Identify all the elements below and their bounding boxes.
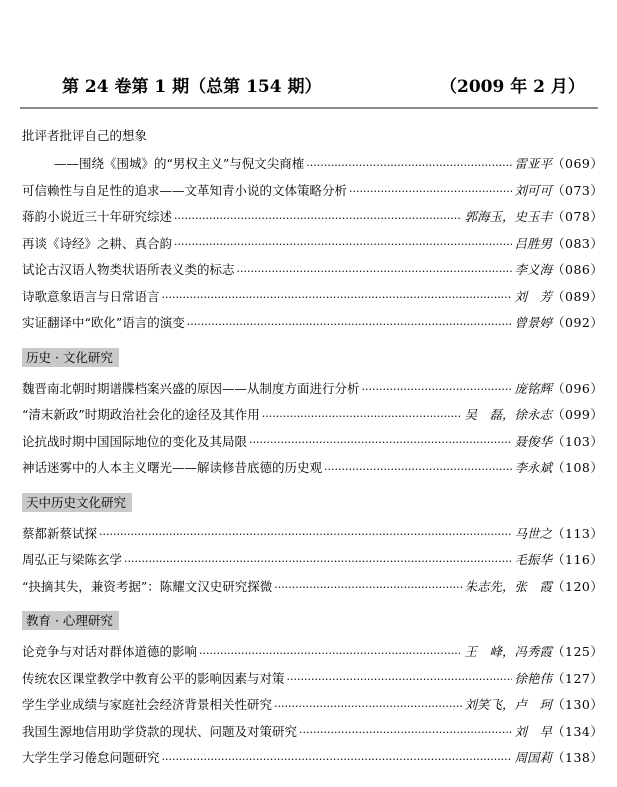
toc-entry-author: 刘 芳 [514, 288, 552, 304]
section-heading-row [22, 593, 600, 632]
toc-entry-title: 学生学业成绩与家庭社会经济背景相关性研究 [22, 697, 273, 712]
toc-entry-title: 大学生学习倦怠问题研究 [22, 750, 160, 765]
section-heading: 教育 · 心理研究 [22, 611, 119, 630]
toc-entry-title: 魏晋南北朝时期谱牒档案兴盛的原因——从制度方面进行分析 [22, 380, 360, 396]
toc-entry-page: （ 099 ） [552, 409, 600, 422]
toc-entry-title: 实证翻译中“欧化”语言的演变 [22, 315, 185, 330]
toc-entry-author: 雷亚平 [514, 156, 552, 171]
toc-entry-author: 朱志先，张 霞 [464, 578, 552, 594]
toc-entry[interactable] [22, 659, 600, 686]
toc-entry-author: 庞铭辉 [514, 380, 552, 396]
toc-entry-title: 论竞争与对话对群体道德的影响 [22, 644, 198, 659]
toc-entry-title: 蒋韵小说近三十年研究综述 [22, 209, 173, 224]
toc-section [22, 593, 600, 765]
table-of-contents [22, 124, 600, 765]
dot-leader [187, 319, 513, 330]
dot-leader [249, 437, 512, 448]
toc-entry-author: 徐艳伟 [514, 670, 552, 686]
toc-entry-author: 刘 早 [514, 723, 552, 739]
dot-leader [362, 384, 513, 395]
toc-entry[interactable] [22, 303, 600, 330]
section-heading-row [22, 475, 600, 514]
toc-entry-page: （ 103 ） [552, 436, 600, 449]
toc-entry-page: （ 083 ） [552, 238, 600, 251]
toc-entry[interactable] [22, 448, 600, 475]
dot-leader [262, 411, 463, 422]
dot-leader [274, 701, 462, 712]
toc-entry-page: （ 096 ） [552, 383, 600, 396]
dot-leader [199, 648, 462, 659]
toc-entry-author: 马世之 [514, 525, 552, 541]
toc-entry[interactable] [22, 738, 600, 765]
toc-entry-author: 毛振华 [514, 552, 552, 567]
toc-entry[interactable] [22, 632, 600, 659]
toc-entry[interactable] [22, 395, 600, 422]
dot-leader [274, 582, 462, 593]
toc-section [22, 124, 600, 330]
toc-entry-title: 再谈《诗经》之耕、真合韵 [22, 235, 173, 251]
toc-entry-title[interactable]: 批评者批评自己的想象 [22, 128, 148, 143]
dot-leader [287, 674, 513, 685]
page-header [0, 72, 617, 100]
toc-entry[interactable] [22, 712, 600, 739]
toc-entry[interactable] [22, 514, 600, 541]
toc-entry-author: 曾景婷 [514, 315, 552, 330]
issue-title: 第 24 卷第 1 期（总第 154 期） [62, 77, 322, 97]
toc-entry-title: 诗歌意象语言与日常语言 [22, 288, 160, 304]
dot-leader [162, 292, 513, 303]
toc-entry-title: 试论古汉语人物类状语所表义类的标志 [22, 262, 235, 277]
toc-entry-page: （ 073 ） [552, 185, 600, 198]
toc-entry-page: （ 086 ） [552, 264, 600, 277]
dot-leader [174, 213, 462, 224]
toc-entry[interactable] [22, 197, 600, 224]
dot-leader [306, 160, 512, 171]
toc-entry-title: 我国生源地信用助学贷款的现状、问题及对策研究 [22, 723, 298, 739]
toc-entry-page: （ 116 ） [552, 554, 600, 567]
toc-entry-page: （ 138 ） [552, 752, 600, 765]
dot-leader [237, 266, 513, 277]
toc-entry[interactable] [22, 540, 600, 567]
toc-entry[interactable] [22, 567, 600, 594]
toc-entry-author: 刘可可 [514, 182, 552, 198]
toc-entry-author: 王 峰，冯秀霞 [464, 644, 552, 659]
toc-entry-page: （ 092 ） [552, 317, 600, 330]
toc-entry-author: 吴 磊，徐永志 [464, 407, 552, 422]
toc-entry-page: （ 108 ） [552, 462, 600, 475]
section-heading: 天中历史文化研究 [22, 493, 132, 512]
toc-entry-title: 蔡都新蔡试探 [22, 525, 98, 541]
toc-entry-author: 李永斌 [514, 460, 552, 475]
toc-entry-author: 聂俊华 [514, 433, 552, 449]
toc-entry-author: 李义海 [514, 262, 552, 277]
dot-leader [299, 727, 512, 738]
dot-leader [324, 464, 512, 475]
dot-leader [174, 239, 512, 250]
issue-date: （2009 年 2 月） [440, 77, 585, 97]
toc-entry[interactable] [22, 277, 600, 304]
toc-section [22, 330, 600, 475]
toc-entry[interactable] [22, 171, 600, 198]
dot-leader [349, 186, 512, 197]
dot-leader [124, 556, 512, 567]
toc-entry[interactable] [22, 144, 600, 171]
toc-entry-page: （ 113 ） [552, 528, 600, 541]
toc-entry[interactable] [22, 224, 600, 251]
toc-entry[interactable] [22, 685, 600, 712]
toc-entry-page: （ 089 ） [552, 291, 600, 304]
toc-entry-page: （ 127 ） [552, 673, 600, 686]
toc-entry-author: 吕胜男 [514, 235, 552, 251]
toc-entry-title: “抉摘其失，兼资考据”：陈耀文汉史研究探微 [22, 578, 273, 594]
toc-entry-author: 刘笑飞，卢 珂 [464, 697, 552, 712]
toc-entry[interactable] [22, 369, 600, 396]
toc-entry-page: （ 069 ） [552, 158, 600, 171]
toc-entry-title: ——围绕《围城》的“男权主义”与倪文尖商榷 [54, 156, 305, 171]
section-heading: 历史 · 文化研究 [22, 348, 119, 367]
toc-entry[interactable] [22, 250, 600, 277]
toc-entry-title: 论抗战时期中国国际地位的变化及其局限 [22, 433, 248, 449]
toc-entry-page: （ 078 ） [552, 211, 600, 224]
toc-entry-title: 神话迷雾中的人本主义曙光——解读修昔底德的历史观 [22, 460, 323, 475]
section-heading-row [22, 330, 600, 369]
toc-entry-title: 传统农区课堂教学中教育公平的影响因素与对策 [22, 670, 285, 686]
toc-entry[interactable] [22, 422, 600, 449]
toc-entry-author: 周国莉 [514, 750, 552, 765]
toc-entry-page: （ 120 ） [552, 581, 600, 594]
header-rule [20, 107, 598, 109]
dot-leader [99, 529, 512, 540]
dot-leader [162, 754, 513, 765]
toc-entry-title: 可信赖性与自足性的追求——文革知青小说的文体策略分析 [22, 182, 348, 198]
toc-entry-page: （ 134 ） [552, 726, 600, 739]
toc-section [22, 475, 600, 594]
toc-entry-title: “清末新政”时期政治社会化的途径及其作用 [22, 407, 260, 422]
toc-entry-author: 郭海玉，史玉丰 [464, 209, 552, 224]
toc-entry-title: 周弘正与梁陈玄学 [22, 552, 123, 567]
toc-entry-page: （ 130 ） [552, 699, 600, 712]
toc-entry-page: （ 125 ） [552, 646, 600, 659]
